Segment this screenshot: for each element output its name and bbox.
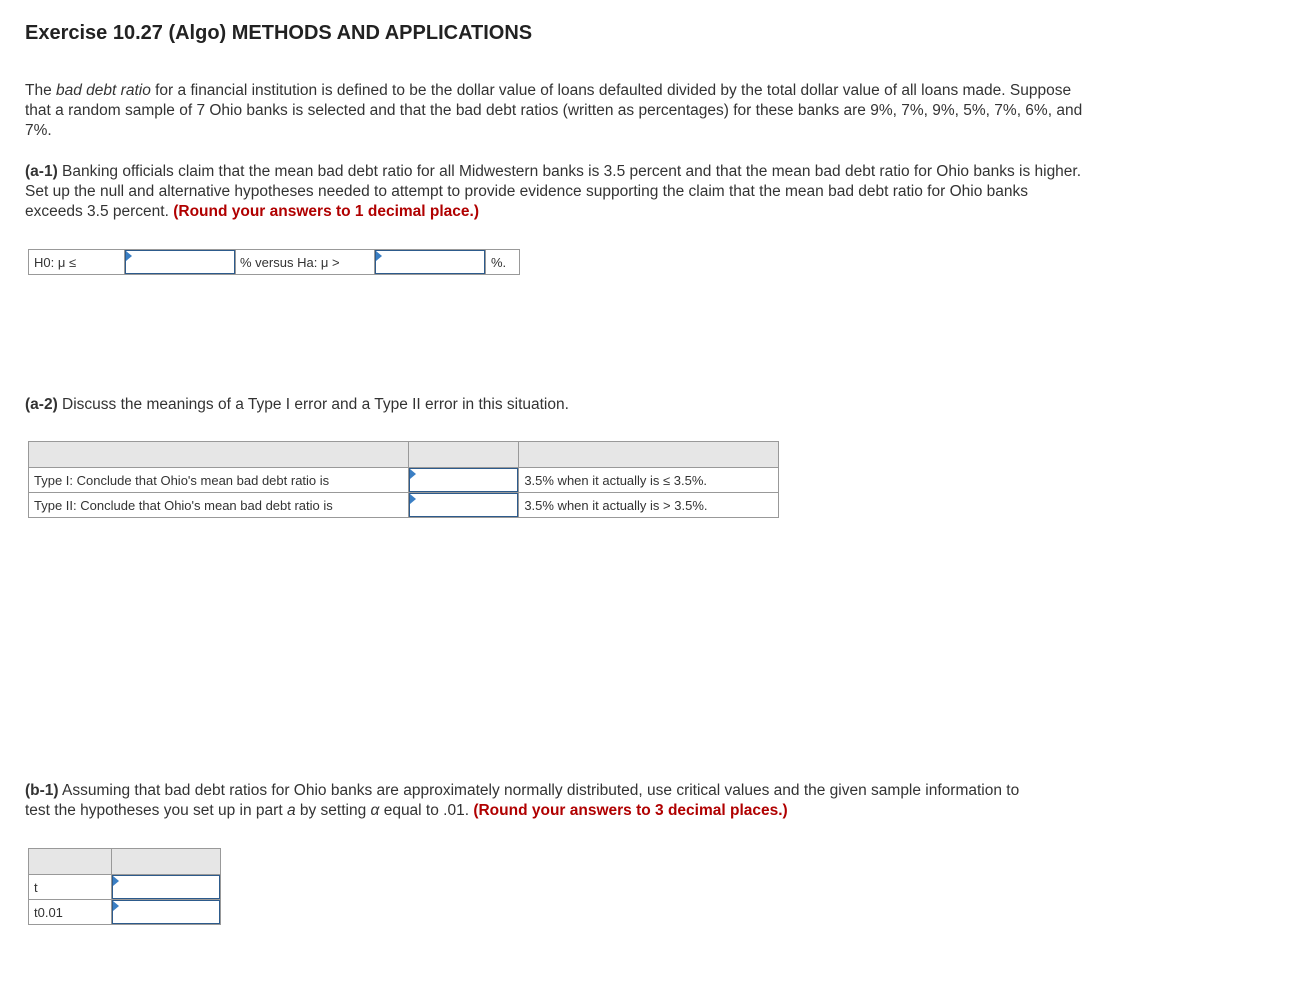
header-cell: [111, 849, 220, 875]
error-types-table: [28, 441, 779, 518]
header-cell: [409, 442, 519, 468]
table-row: [29, 468, 779, 493]
header-cell: [29, 442, 409, 468]
type2-suffix: 3.5% when it actually is > 3.5%.: [519, 493, 779, 518]
h0-value-field[interactable]: [125, 250, 235, 274]
table-row: [29, 493, 779, 518]
h0-value-input[interactable]: [126, 251, 234, 273]
intro-text-2: for a financial institution is defined to be the dollar value of loans defaulted divided by the total dollar value of all loans made. Suppose that a random sample of 7 Ohio banks is selected and that the bad debt ratios (written as percentages) for these banks are 9%, 7%, 9%, 5%, 7%, 6%, and 7%.: [25, 82, 1083, 139]
a1-label: (a-1): [25, 163, 58, 180]
a1-instruction: (Round your answers to 1 decimal place.): [173, 203, 479, 220]
type2-answer-input[interactable]: [410, 494, 517, 516]
b1-text-1: Assuming that bad debt ratios for Ohio banks are approximately normally distributed, use critical values and the given sample information to test the hypotheses you set up in part: [25, 782, 1020, 819]
a1-text: Banking officials claim that the mean bad debt ratio for all Midwestern banks is 3.5 percent and that the mean bad debt ratio for Ohio banks is higher. Set up the null and alternative hypotheses needed to attempt to provide evidence supporting the claim that the mean bad debt ratio for Ohio banks exceeds 3.5 percent.: [25, 163, 1082, 220]
a2-question: [25, 395, 1085, 415]
a2-label: (a-2): [25, 396, 58, 413]
hypotheses-row: [28, 249, 520, 275]
type1-answer-field[interactable]: [409, 468, 518, 492]
a2-text: Discuss the meanings of a Type I error and a Type II error in this situation.: [57, 396, 569, 413]
table-row: [29, 900, 221, 925]
versus-label: % versus Ha: μ >: [235, 250, 375, 274]
table-header-row: [29, 849, 221, 875]
percent-end-label: %.: [485, 250, 519, 274]
t-answer-field[interactable]: [112, 875, 220, 899]
intro-term: bad debt ratio: [56, 82, 151, 99]
ha-value-input[interactable]: [376, 251, 484, 273]
b1-question: [25, 781, 1045, 821]
t-answer-input[interactable]: [113, 876, 219, 898]
t-label: t: [29, 875, 112, 900]
type1-suffix: 3.5% when it actually is ≤ 3.5%.: [519, 468, 779, 493]
ha-value-field[interactable]: [375, 250, 485, 274]
t001-answer-field[interactable]: [112, 900, 220, 924]
type1-answer-input[interactable]: [410, 469, 517, 491]
b1-instruction: (Round your answers to 3 decimal places.): [473, 802, 788, 819]
b1-text-3: equal to .01.: [379, 802, 474, 819]
header-cell: [29, 849, 112, 875]
type2-answer-field[interactable]: [409, 493, 518, 517]
b1-label: (b-1): [25, 782, 59, 799]
t001-answer-input[interactable]: [113, 901, 219, 923]
table-row: [29, 875, 221, 900]
table-header-row: [29, 442, 779, 468]
intro-paragraph: [25, 81, 1085, 141]
test-statistic-table: [28, 848, 221, 925]
t001-label: t0.01: [29, 900, 112, 925]
a1-question: [25, 162, 1085, 222]
b1-text-2: by setting: [295, 802, 371, 819]
b1-part: a: [286, 802, 296, 819]
type1-prefix: Type I: Conclude that Ohio's mean bad debt ratio is: [29, 468, 409, 493]
intro-text-1: The: [25, 82, 57, 99]
type2-prefix: Type II: Conclude that Ohio's mean bad debt ratio is: [29, 493, 409, 518]
header-cell: [519, 442, 779, 468]
h0-label: H0: μ ≤: [29, 250, 125, 274]
page-title: Exercise 10.27 (Algo) METHODS AND APPLICATIONS: [25, 22, 533, 44]
alpha-symbol: α: [370, 802, 380, 819]
